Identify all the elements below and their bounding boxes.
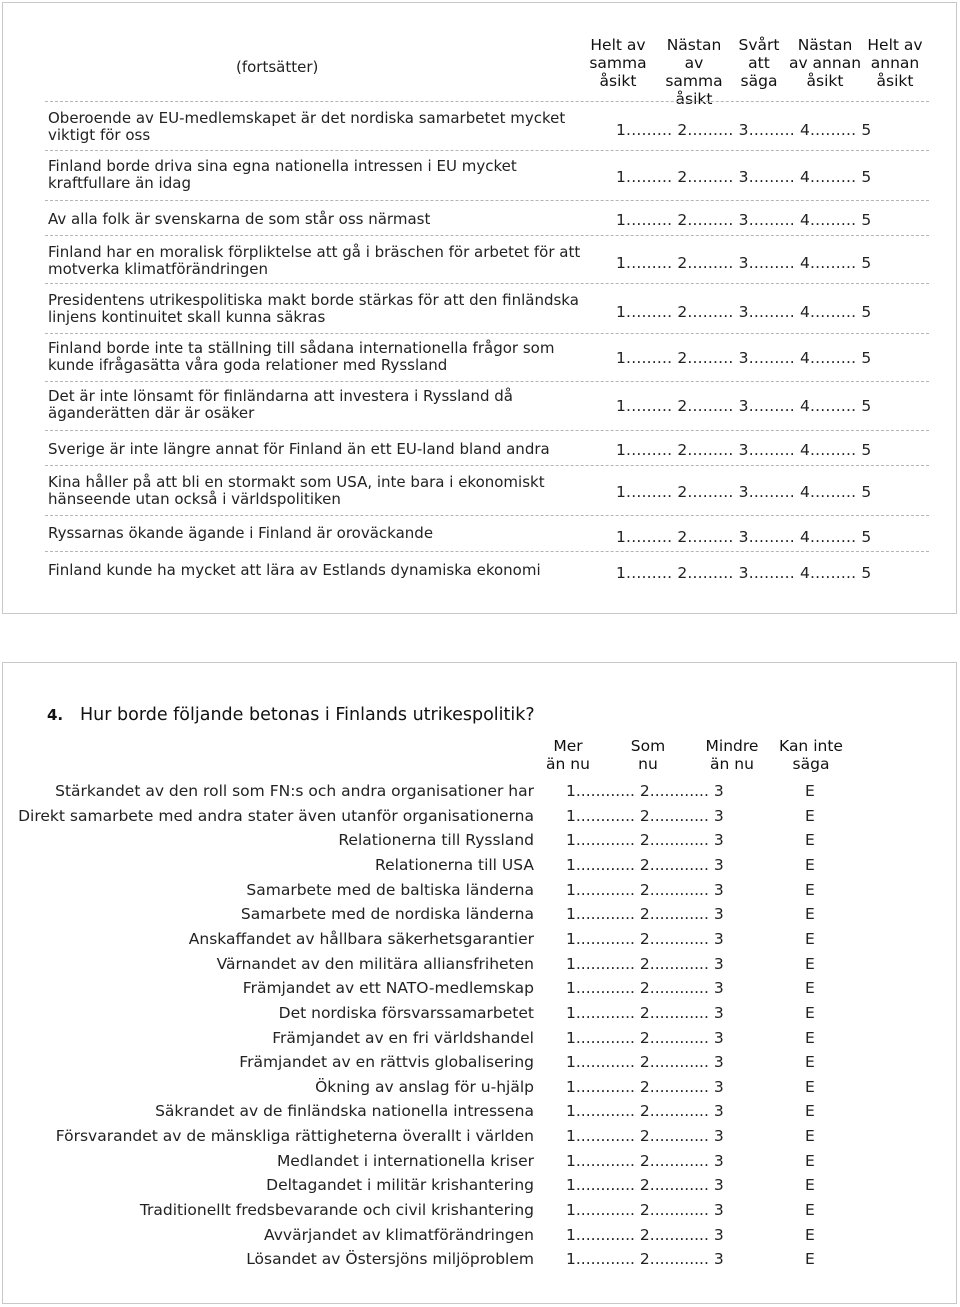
statement: Presidentens utrikespolitiska makt borde stärkas för att den finländska linjens kontinuitet skall kunna säkras: [48, 291, 579, 326]
cannot-say-option[interactable]: E: [805, 1127, 815, 1145]
cannot-say-option[interactable]: E: [805, 930, 815, 948]
priority-item-label: Relationerna till Ryssland: [338, 831, 534, 849]
answer-scale[interactable]: 1......... 2......... 3......... 4......... 5: [616, 441, 872, 459]
statement: Finland borde driva sina egna nationella intressen i EU mycket kraftfullare än idag: [48, 157, 517, 192]
answer-scale[interactable]: 1......... 2......... 3......... 4......... 5: [616, 349, 872, 367]
priority-answer-scale[interactable]: 1............ 2............ 3: [566, 1127, 724, 1145]
column-header-same: Som nu: [630, 737, 666, 773]
priority-item-label: Säkrandet av de finländska nationella intressena: [155, 1102, 534, 1120]
priority-item-label: Försvarandet av de mänskliga rättigheterna överallt i världen: [55, 1127, 534, 1145]
priority-item-label: Avvärjandet av klimatförändringen: [264, 1226, 534, 1244]
priority-item-label: Samarbete med de nordiska länderna: [240, 905, 534, 923]
column-header-mostly-agree: Nästan av samma åsikt: [665, 36, 723, 108]
statement: Oberoende av EU-medlemskapet är det nordiska samarbetet mycket viktigt för oss: [48, 109, 566, 144]
cannot-say-option[interactable]: E: [805, 1004, 815, 1022]
priority-answer-scale[interactable]: 1............ 2............ 3: [566, 1176, 724, 1194]
priority-answer-scale[interactable]: 1............ 2............ 3: [566, 782, 724, 800]
priority-answer-scale[interactable]: 1............ 2............ 3: [566, 1053, 724, 1071]
cannot-say-option[interactable]: E: [805, 1250, 815, 1268]
priority-item-label: Stärkandet av den roll som FN:s och andra organisationer har: [55, 782, 534, 800]
answer-scale[interactable]: 1......... 2......... 3......... 4......... 5: [616, 168, 872, 186]
row-separator: [45, 235, 929, 236]
priority-answer-scale[interactable]: 1............ 2............ 3: [566, 1201, 724, 1219]
priority-answer-scale[interactable]: 1............ 2............ 3: [566, 1152, 724, 1170]
column-header-less: Mindre än nu: [705, 737, 759, 773]
answer-scale[interactable]: 1......... 2......... 3......... 4......... 5: [616, 483, 872, 501]
column-header-mostly-disagree: Nästan av annan åsikt: [788, 36, 862, 90]
cannot-say-option[interactable]: E: [805, 1152, 815, 1170]
statement: Finland kunde ha mycket att lära av Estlands dynamiska ekonomi: [48, 561, 541, 579]
column-header-more: Mer än nu: [546, 737, 590, 773]
cannot-say-option[interactable]: E: [805, 1176, 815, 1194]
priority-item-label: Lösandet av Östersjöns miljöproblem: [246, 1250, 534, 1268]
priority-answer-scale[interactable]: 1............ 2............ 3: [566, 807, 724, 825]
row-separator: [45, 465, 929, 466]
cannot-say-option[interactable]: E: [805, 1201, 815, 1219]
priority-answer-scale[interactable]: 1............ 2............ 3: [566, 831, 724, 849]
row-separator: [45, 333, 929, 334]
row-separator: [45, 200, 929, 201]
priority-item-label: Främjandet av ett NATO-medlemskap: [242, 979, 534, 997]
cannot-say-option[interactable]: E: [805, 979, 815, 997]
cannot-say-option[interactable]: E: [805, 856, 815, 874]
priority-answer-scale[interactable]: 1............ 2............ 3: [566, 905, 724, 923]
priority-item-label: Främjandet av en rättvis globalisering: [239, 1053, 534, 1071]
cannot-say-option[interactable]: E: [805, 782, 815, 800]
priority-item-label: Värnandet av den militära alliansfriheten: [216, 955, 534, 973]
answer-scale[interactable]: 1......... 2......... 3......... 4......... 5: [616, 211, 872, 229]
priority-answer-scale[interactable]: 1............ 2............ 3: [566, 1226, 724, 1244]
answer-scale[interactable]: 1......... 2......... 3......... 4......... 5: [616, 564, 872, 582]
question-text: Hur borde följande betonas i Finlands utrikespolitik?: [80, 705, 535, 725]
cannot-say-option[interactable]: E: [805, 807, 815, 825]
priority-answer-scale[interactable]: 1............ 2............ 3: [566, 1078, 724, 1096]
statement: Finland har en moralisk förpliktelse att gå i bräschen för arbetet för att motverka klimatförändringen: [48, 243, 581, 278]
row-separator: [45, 430, 929, 431]
priority-item-label: Medlandet i internationella kriser: [276, 1152, 534, 1170]
cannot-say-option[interactable]: E: [805, 1226, 815, 1244]
question-number: 4.: [47, 706, 64, 724]
answer-scale[interactable]: 1......... 2......... 3......... 4......... 5: [616, 254, 872, 272]
priority-item-label: Det nordiska försvarssamarbetet: [278, 1004, 534, 1022]
priority-item-label: Relationerna till USA: [375, 856, 534, 874]
continued-label: (fortsätter): [236, 58, 319, 76]
priority-answer-scale[interactable]: 1............ 2............ 3: [566, 1004, 724, 1022]
cannot-say-option[interactable]: E: [805, 905, 815, 923]
statement: Av alla folk är svenskarna de som står oss närmast: [48, 210, 431, 228]
statement: Finland borde inte ta ställning till sådana internationella frågor som kunde ifrågasätta våra goda relationer med Ryssland: [48, 339, 555, 374]
row-separator: [45, 150, 929, 151]
priority-answer-scale[interactable]: 1............ 2............ 3: [566, 1102, 724, 1120]
statement: Sverige är inte längre annat för Finland än ett EU-land bland andra: [48, 440, 550, 458]
priority-answer-scale[interactable]: 1............ 2............ 3: [566, 856, 724, 874]
column-header-fully-agree: Helt av samma åsikt: [589, 36, 647, 90]
column-header-fully-disagree: Helt av annan åsikt: [867, 36, 923, 90]
cannot-say-option[interactable]: E: [805, 1078, 815, 1096]
cannot-say-option[interactable]: E: [805, 1029, 815, 1047]
priority-item-label: Ökning av anslag för u-hjälp: [315, 1078, 534, 1096]
priority-answer-scale[interactable]: 1............ 2............ 3: [566, 1250, 724, 1268]
answer-scale[interactable]: 1......... 2......... 3......... 4......... 5: [616, 528, 872, 546]
statement: Ryssarnas ökande ägande i Finland är oroväckande: [48, 524, 434, 542]
row-separator: [45, 283, 929, 284]
statement: Kina håller på att bli en stormakt som USA, inte bara i ekonomiskt hänseende utan också i världspolitiken: [48, 473, 545, 508]
row-separator: [45, 381, 929, 382]
priority-answer-scale[interactable]: 1............ 2............ 3: [566, 955, 724, 973]
cannot-say-option[interactable]: E: [805, 881, 815, 899]
row-separator: [45, 551, 929, 552]
cannot-say-option[interactable]: E: [805, 955, 815, 973]
priority-answer-scale[interactable]: 1............ 2............ 3: [566, 1029, 724, 1047]
priority-item-label: Deltagandet i militär krishantering: [266, 1176, 534, 1194]
priority-item-label: Traditionellt fredsbevarande och civil krishantering: [139, 1201, 534, 1219]
priority-item-label: Anskaffandet av hållbara säkerhetsgarantier: [188, 930, 534, 948]
answer-scale[interactable]: 1......... 2......... 3......... 4......... 5: [616, 121, 872, 139]
column-header-cannot-say: Kan inte säga: [779, 737, 843, 773]
cannot-say-option[interactable]: E: [805, 1053, 815, 1071]
cannot-say-option[interactable]: E: [805, 831, 815, 849]
priority-answer-scale[interactable]: 1............ 2............ 3: [566, 930, 724, 948]
priority-item-label: Samarbete med de baltiska länderna: [246, 881, 534, 899]
row-separator: [45, 515, 929, 516]
priority-answer-scale[interactable]: 1............ 2............ 3: [566, 979, 724, 997]
answer-scale[interactable]: 1......... 2......... 3......... 4......... 5: [616, 303, 872, 321]
column-header-hard-to-say: Svårt att säga: [738, 36, 780, 90]
priority-item-label: Främjandet av en fri världshandel: [272, 1029, 534, 1047]
row-separator: [45, 101, 929, 102]
priority-answer-scale[interactable]: 1............ 2............ 3: [566, 881, 724, 899]
cannot-say-option[interactable]: E: [805, 1102, 815, 1120]
answer-scale[interactable]: 1......... 2......... 3......... 4......... 5: [616, 397, 872, 415]
priority-item-label: Direkt samarbete med andra stater även utanför organisationerna: [18, 807, 534, 825]
statement: Det är inte lönsamt för finländarna att investera i Ryssland då äganderätten där är osäker: [48, 387, 513, 422]
